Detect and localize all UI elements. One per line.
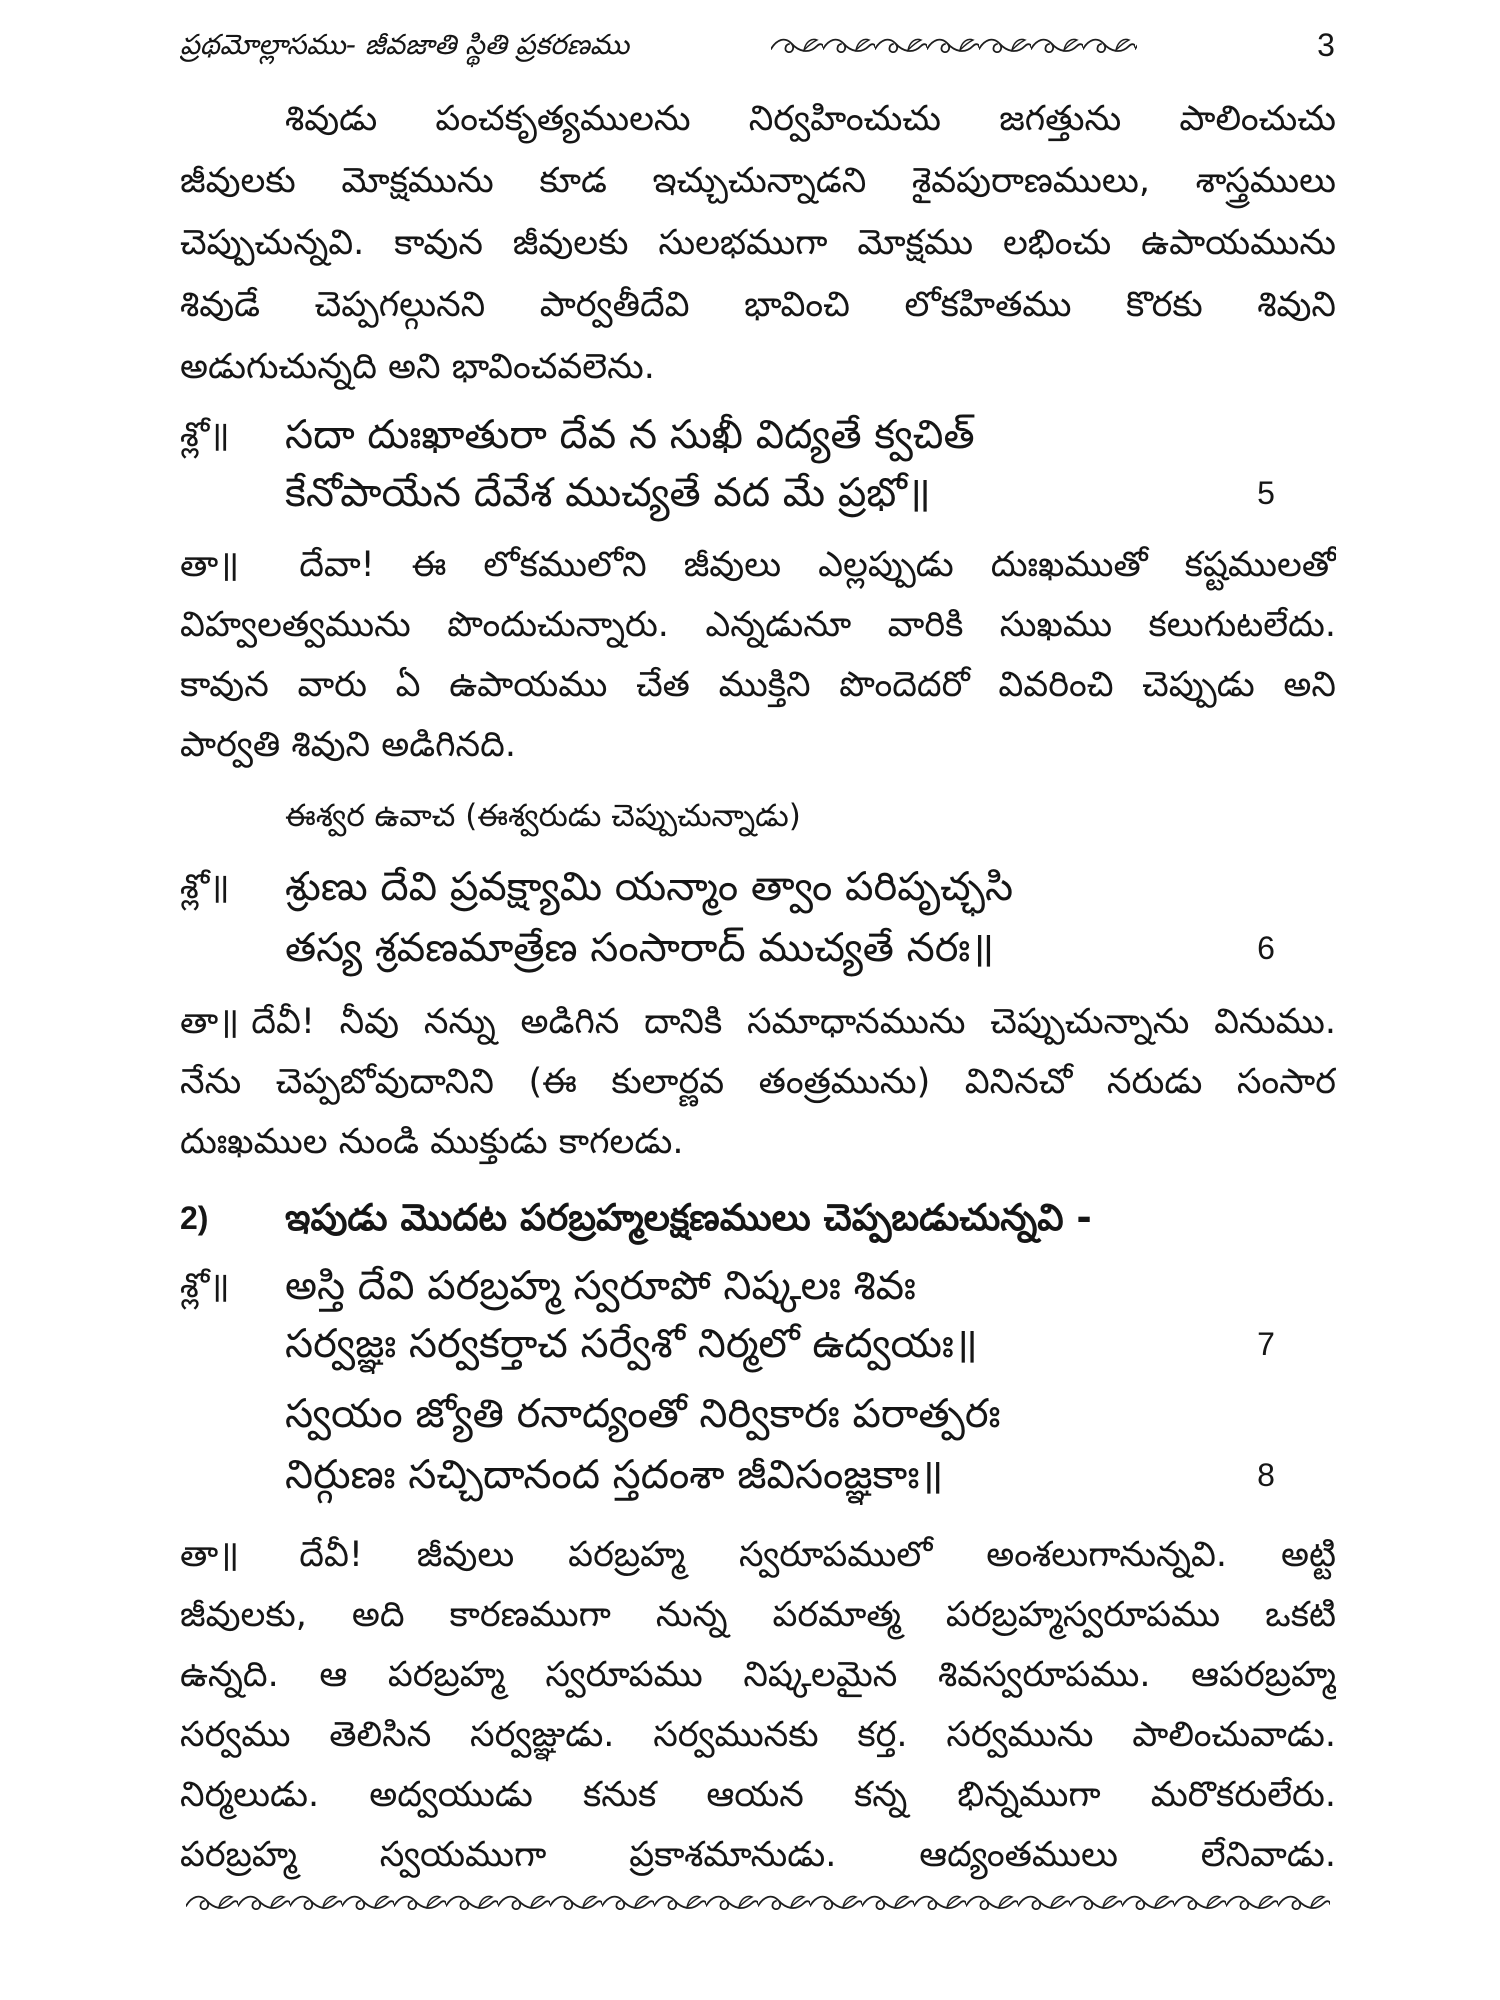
- sloka-number: 6: [1257, 930, 1275, 966]
- paragraph-line: ఉన్నది. ఆ పరబ్రహ్మ స్వరూపము నిష్కలమైన శివస్వరూపము. ఆపరబ్రహ్మ: [180, 1655, 1336, 1695]
- sloka-line: శ్రుణు దేవి ప్రవక్ష్యామి యన్మాం త్వాం పరిపృచ్ఛసి: [285, 864, 1014, 910]
- sloka-6: [180, 857, 1336, 979]
- sloka-number: 5: [1257, 475, 1275, 511]
- paragraph-line: శివుడు పంచకృత్యములను నిర్వహించుచు జగత్తును పాలించుచు: [285, 99, 1336, 139]
- sloka-8: [180, 1384, 1336, 1506]
- paragraph-line: విహ్వలత్వమును పొందుచున్నారు. ఎన్నడునూ వారికి సుఖము కలుగుటలేదు.: [180, 605, 1336, 645]
- sloka-label: శ్లో॥: [180, 415, 230, 455]
- sloka-line: సర్వజ్ఞః సర్వకర్తాచ సర్వేశో నిర్మలో ఉద్వయః॥: [285, 1321, 978, 1367]
- paragraph-line: కావున వారు ఏ ఉపాయము చేత ముక్తిని పొందెదరో వివరించి చెప్పుడు అని: [180, 665, 1336, 705]
- sloka-7: [180, 1256, 1336, 1372]
- meaning-5: [180, 535, 1336, 775]
- meaning-label: తా॥: [180, 1535, 240, 1575]
- paragraph-line: నిర్మలుడు. అద్వయుడు కనుక ఆయన కన్న భిన్నముగా మరొకరులేరు.: [180, 1775, 1336, 1815]
- sloka-number: 7: [1257, 1326, 1275, 1362]
- paragraph-line: చెప్పుచున్నవి. కావున జీవులకు సులభముగా మోక్షము లభించు ఉపాయమును: [180, 223, 1336, 263]
- meaning-text: దేవీ! నీవు నన్ను అడిగిన దానికి సమాధానమును చెప్పుచున్నాను వినుము.: [251, 1002, 1336, 1042]
- paragraph-line: జీవులకు మోక్షమును కూడ ఇచ్చుచున్నాడని శైవపురాణములు, శాస్త్రములు: [180, 161, 1336, 201]
- vine-scroll-ornament-icon: [186, 1882, 1330, 1922]
- sloka-5: [180, 405, 1336, 521]
- meaning-label: తా॥: [180, 545, 240, 585]
- intro-paragraph: [180, 88, 1336, 398]
- paragraph-line: [180, 535, 1336, 595]
- chapter-title: ప్రథమోల్లాసము- జీవజాతి స్థితి ప్రకరణము: [180, 28, 630, 61]
- meaning-8: [180, 1525, 1336, 1885]
- paragraph-line: [180, 1525, 1336, 1585]
- meaning-text: దేవా! ఈ లోకములోని జీవులు ఎల్లప్పుడు దుఃఖముతో కష్టములతో: [299, 545, 1336, 585]
- paragraph-line: దుఃఖముల నుండి ముక్తుడు కాగలడు.: [180, 1122, 684, 1162]
- sloka-line: సదా దుఃఖాతురా దేవ న సుఖీ విద్యతే క్వచిత్: [285, 412, 975, 458]
- section-title: ఇపుడు మొదట పరబ్రహ్మలక్షణములు చెప్పబడుచున్నవి -: [285, 1196, 1092, 1239]
- running-header: [180, 18, 1336, 72]
- paragraph-line: సర్వము తెలిసిన సర్వజ్ఞుడు. సర్వమునకు కర్త. సర్వమును పాలించువాడు.: [180, 1715, 1336, 1755]
- vine-scroll-ornament-icon: [771, 27, 1137, 63]
- paragraph-line: పార్వతి శివుని అడిగినది.: [180, 725, 516, 765]
- paragraph-line: పరబ్రహ్మ స్వయముగా ప్రకాశమానుడు. ఆద్యంతములు లేనివాడు.: [180, 1835, 1336, 1875]
- page-number: 3: [1317, 27, 1335, 63]
- sloka-line: అస్తి దేవి పరబ్రహ్మ స్వరూపో నిష్కలః శివః: [285, 1263, 916, 1309]
- section-number: 2): [180, 1200, 209, 1236]
- sloka-number: 8: [1257, 1457, 1275, 1493]
- section-2-heading: [180, 1188, 1336, 1248]
- paragraph-line: జీవులకు, అది కారణముగా నున్న పరమాత్మ పరబ్రహ్మస్వరూపము ఒకటి: [180, 1595, 1336, 1635]
- sloka-line: తస్య శ్రవణమాత్రేణ సంసారాద్ ముచ్యతే నరః॥: [285, 925, 995, 971]
- speaker-line: ఈశ్వర ఉవాచ (ఈశ్వరుడు చెప్పుచున్నాడు): [285, 798, 801, 834]
- meaning-text: దేవీ! జీవులు పరబ్రహ్మ స్వరూపములో అంశలుగానున్నవి. అట్టి: [299, 1535, 1336, 1575]
- sloka-line: కేనోపాయేన దేవేశ ముచ్యతే వద మే ప్రభో॥: [285, 470, 931, 516]
- paragraph-line: అడుగుచున్నది అని భావించవలెను.: [180, 347, 655, 387]
- ishvara-uvacha: [180, 786, 1336, 846]
- sloka-line: నిర్గుణః సచ్చిదానంద స్తదంశా జీవిసంజ్ఞకాః॥: [285, 1452, 944, 1498]
- sloka-label: శ్లో॥: [180, 867, 230, 907]
- paragraph-line: శివుడే చెప్పగల్గునని పార్వతీదేవి భావించి లోకహితము కొరకు శివుని: [180, 285, 1336, 325]
- paragraph-line: [180, 992, 1336, 1052]
- meaning-label: తా॥: [180, 1002, 240, 1042]
- paragraph-line: నేను చెప్పబోవుదానిని (ఈ కులార్ణవ తంత్రమును) వినినచో నరుడు సంసార: [180, 1062, 1336, 1102]
- sloka-line: స్వయం జ్యోతి రనాద్యంతో నిర్వికారః పరాత్పరః: [285, 1391, 1001, 1437]
- sloka-label: శ్లో॥: [180, 1266, 230, 1306]
- meaning-6: [180, 992, 1336, 1172]
